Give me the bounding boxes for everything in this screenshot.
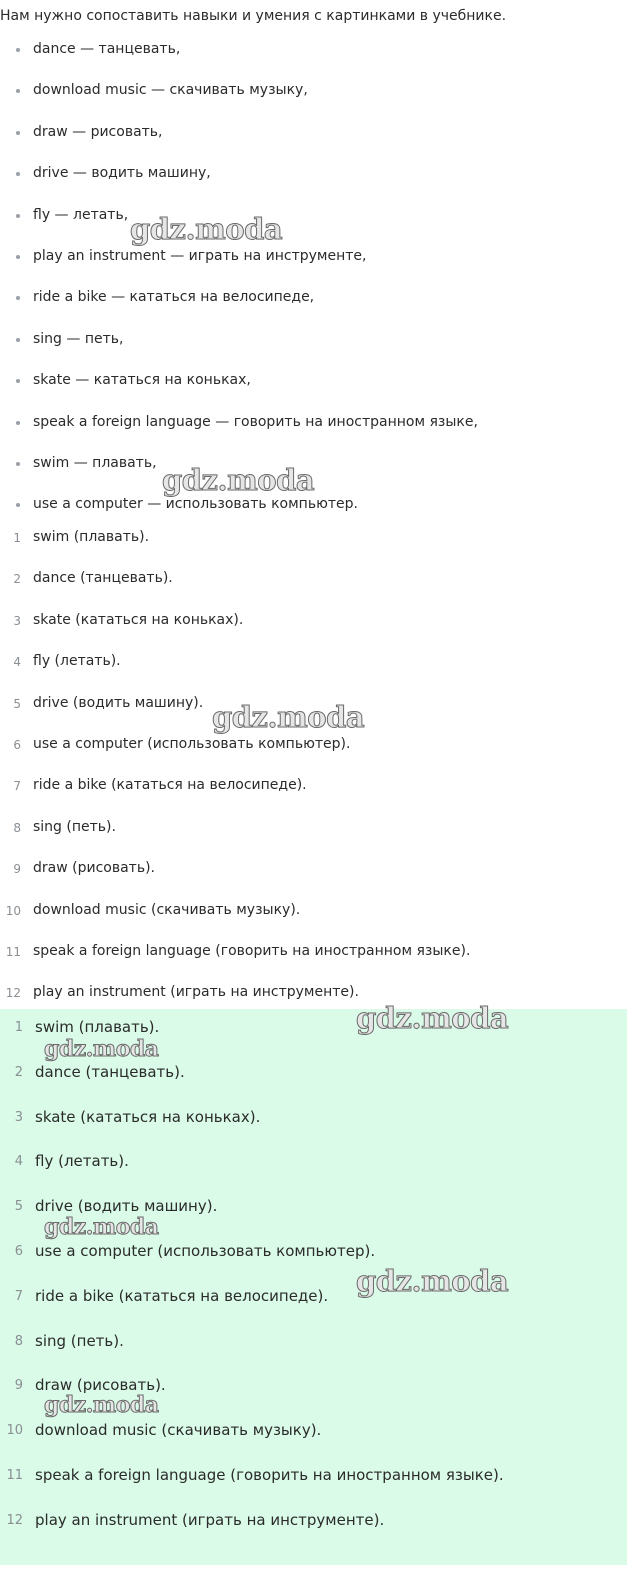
bullet-icon [16, 48, 20, 52]
item-number: 10 [6, 1423, 23, 1439]
list-item: 12 play an instrument (играть на инструменте). [0, 1509, 632, 1554]
item-number: 11 [6, 1467, 23, 1483]
list-item: 5 drive (водить машину). [0, 693, 632, 734]
bullet-icon [16, 462, 20, 466]
bullet-icon [16, 503, 20, 507]
list-item: draw — рисовать, [0, 122, 632, 163]
watermark: gdz.moda [44, 1214, 159, 1240]
list-item: 4 fly (летать). [0, 1150, 632, 1195]
list-item: 9 draw (рисовать). [0, 858, 632, 899]
list-item: 2 dance (танцевать). [0, 1061, 632, 1106]
list-item: 10 download music (скачивать музыку). [0, 1419, 632, 1464]
list-item: 9 draw (рисовать). [0, 1374, 632, 1419]
list-item: 5 drive (водить машину). [0, 1195, 632, 1240]
intro-text: Нам нужно сопоставить навыки и умения с картинками в учебнике. [0, 8, 507, 24]
watermark: gdz.moda [212, 700, 365, 734]
item-number: 5 [13, 696, 21, 711]
list-item: 10 download music (скачивать музыку). [0, 900, 632, 941]
item-number: 4 [13, 655, 21, 670]
watermark: gdz.moda [356, 1264, 509, 1298]
list-item: use a computer — использовать компьютер. [0, 494, 632, 535]
list-item: 8 sing (петь). [0, 1330, 632, 1375]
item-number: 3 [13, 613, 21, 628]
item-number: 2 [14, 1064, 23, 1080]
list-item: 1 swim (плавать). [0, 1016, 632, 1061]
matches-list [0, 527, 632, 1024]
list-item: play an instrument — играть на инструменте, [0, 246, 632, 287]
bullet-icon [16, 214, 20, 218]
bullet-icon [16, 296, 20, 300]
item-number: 9 [13, 862, 21, 877]
item-number: 6 [14, 1243, 23, 1259]
list-item: 11 speak a foreign language (говорить на иностранном языке). [0, 941, 632, 982]
item-number: 1 [13, 531, 21, 545]
item-number: 12 [5, 986, 21, 1001]
item-number: 8 [14, 1333, 23, 1349]
watermark: gdz.moda [44, 1036, 159, 1062]
list-item: ride a bike — кататься на велосипеде, [0, 287, 632, 328]
list-item: drive — водить машину, [0, 163, 632, 204]
item-number: 2 [13, 572, 21, 587]
watermark: gdz.moda [130, 212, 283, 246]
watermark: gdz.moda [44, 1392, 159, 1418]
item-number: 7 [13, 779, 21, 794]
bullet-icon [16, 379, 20, 383]
list-item: 6 use a computer (использовать компьютер). [0, 1240, 632, 1285]
list-item: 3 skate (кататься на коньках). [0, 610, 632, 651]
item-number: 7 [14, 1288, 23, 1304]
bullet-icon [16, 255, 20, 259]
skills-list [0, 39, 632, 536]
list-item: 4 fly (летать). [0, 651, 632, 692]
list-item: skate — кататься на коньках, [0, 370, 632, 411]
list-item: 11 speak a foreign language (говорить на иностранном языке). [0, 1464, 632, 1509]
list-item: download music — скачивать музыку, [0, 80, 632, 121]
watermark: gdz.moda [162, 463, 315, 497]
item-number: 12 [6, 1512, 23, 1528]
item-number: 5 [14, 1199, 23, 1215]
list-item: 3 skate (кататься на коньках). [0, 1106, 632, 1151]
bullet-icon [16, 89, 20, 93]
item-number: 3 [14, 1109, 23, 1125]
bullet-icon [16, 172, 20, 176]
list-item: 6 use a computer (использовать компьютер). [0, 734, 632, 775]
item-number: 11 [5, 944, 21, 959]
item-number: 8 [13, 820, 21, 835]
item-number: 1 [14, 1020, 23, 1035]
list-item: 2 dance (танцевать). [0, 568, 632, 609]
answer-list [0, 1016, 632, 1554]
item-number: 6 [13, 737, 21, 752]
watermark: gdz.moda [356, 1001, 509, 1035]
list-item: fly — летать, [0, 205, 632, 246]
list-item: swim — плавать, [0, 453, 632, 494]
list-item: 8 sing (петь). [0, 817, 632, 858]
list-item: 7 ride a bike (кататься на велосипеде). [0, 775, 632, 816]
list-item: speak a foreign language — говорить на иностранном языке, [0, 412, 632, 453]
bullet-icon [16, 131, 20, 135]
item-number: 10 [5, 903, 21, 918]
bullet-icon [16, 421, 20, 425]
list-item: 1 swim (плавать). [0, 527, 632, 568]
list-item: 7 ride a bike (кататься на велосипеде). [0, 1285, 632, 1330]
item-number: 4 [14, 1154, 23, 1170]
list-item: sing — петь, [0, 329, 632, 370]
item-number: 9 [14, 1378, 23, 1394]
bullet-icon [16, 338, 20, 342]
list-item: 12 play an instrument (играть на инструменте). [0, 982, 632, 1023]
list-item: dance — танцевать, [0, 39, 632, 80]
